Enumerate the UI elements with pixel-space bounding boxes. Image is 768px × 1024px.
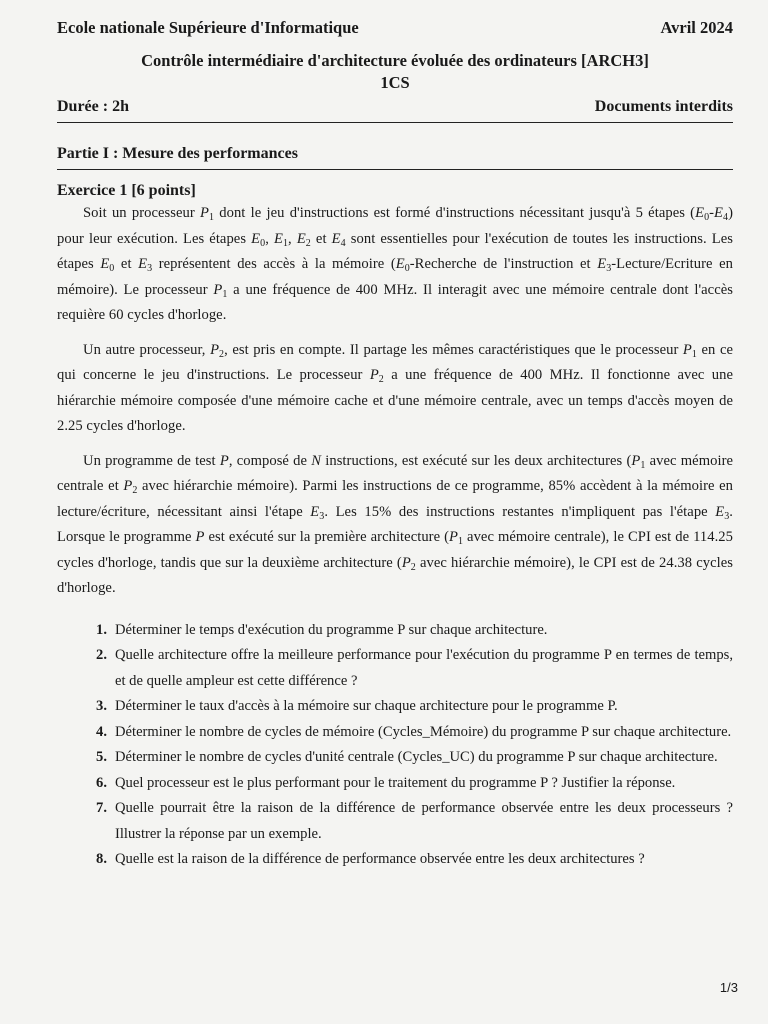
- exam-duration: Durée : 2h: [57, 98, 129, 115]
- question-text: Déterminer le nombre de cycles d'unité centrale (Cycles_UC) du programme P sur chaque architecture.: [115, 749, 718, 765]
- exam-title-text: Contrôle intermédiaire d'architecture évoluée des ordinateurs [ARCH3]: [141, 51, 649, 70]
- exam-page: [57, 14, 733, 873]
- documents-rule: Documents interdits: [594, 98, 733, 115]
- question-number: 4.: [96, 723, 107, 740]
- question-item: [57, 847, 733, 873]
- question-item: [57, 796, 733, 847]
- paragraph-3: Un programme de test P, composé de N instructions, est exécuté sur les deux architectures ($P_1$ avec mémoire centrale et $P_2$ avec hiérarchie mémoire). Parmi les instructions de ce programme, 85% accèdent à la mémoire en lecture/écriture, nécessitant ainsi l'étape $E_3$. Les 15% des instructions restantes n'impliquent pas l'étape $E_3$. Lorsque le programme P est exécuté sur la première architecture ($P_1$ avec mémoire centrale), le CPI est de 114.25 cycles d'horloge, tandis que sur la deuxième architecture ($P_2$ avec hiérarchie mémoire), le CPI est de 24.38 cycles d'horloge.: [57, 452, 734, 596]
- question-text: Déterminer le taux d'accès à la mémoire sur chaque architecture pour le programme P.: [115, 698, 618, 714]
- question-item: [57, 745, 733, 771]
- header-top-row: [57, 18, 733, 38]
- exam-title: [57, 50, 733, 94]
- question-text: Quelle pourrait être la raison de la différence de performance observée entre les deux processeurs ? Illustrer la réponse par un exemple.: [115, 800, 733, 842]
- questions-list: [57, 618, 733, 873]
- part-title: Partie I : Mesure des performances: [57, 145, 733, 170]
- exam-date: Avril 2024: [660, 18, 733, 37]
- question-number: 5.: [96, 749, 107, 765]
- paragraph-2: Un autre processeur, $P_2$, est pris en compte. Il partage les mêmes caractéristiques que le processeur $P_1$ en ce qui concerne le jeu d'instructions. Le processeur $P_2$ a une fréquence de 400 MHz. Il fonctionne avec une hiérarchie mémoire composée d'une mémoire cache et d'une mémoire centrale, avec un temps d'accès moyen de 2.25 cycles d'horloge.: [57, 341, 734, 434]
- question-number: 1.: [96, 621, 107, 638]
- exam-level: 1CS: [380, 73, 410, 92]
- header-bottom-row: [57, 98, 733, 123]
- question-item: [57, 771, 733, 797]
- question-number: 2.: [96, 647, 107, 663]
- question-number: 7.: [96, 800, 107, 816]
- question-text: Déterminer le temps d'exécution du programme P sur chaque architecture.: [115, 621, 548, 638]
- page-number: 1/3: [719, 980, 738, 995]
- question-item: [57, 618, 733, 644]
- question-text: Quelle est la raison de la différence de performance observée entre les deux architectures ?: [115, 851, 645, 867]
- school-name: Ecole nationale Supérieure d'Informatique: [57, 18, 359, 37]
- question-text: Déterminer le nombre de cycles de mémoire (Cycles_Mémoire) du programme P sur chaque architecture.: [115, 723, 732, 740]
- question-text: Quel processeur est le plus performant pour le traitement du programme P ? Justifier la réponse.: [115, 774, 676, 791]
- question-number: 3.: [96, 698, 107, 714]
- question-item: [57, 694, 733, 720]
- question-item: [57, 643, 733, 694]
- question-number: 8.: [96, 851, 107, 867]
- question-number: 6.: [96, 774, 107, 791]
- exercise-title: Exercice 1 [6 points]: [57, 182, 196, 199]
- paragraph-1: Soit un processeur $P_1$ dont le jeu d'instructions est formé d'instructions nécessitant jusqu'à 5 étapes $(E_0-E_4)$ pour leur exécution. Les étapes $E_0$, $E_1$, $E_2$ et $E_4$ sont essentielles pour l'exécution de toutes les instructions. Les étapes $E_0$ et $E_3$ représentent des accès à la mémoire ($E_0$-Recherche de l'instruction et $E_3-Lecture$/Ecriture en mémoire). Le processeur $P_1$ a une fréquence de 400 MHz. Il interagit avec une mémoire centrale dont l'accès requière 60 cycles d'horloge.: [57, 205, 734, 323]
- question-item: [57, 720, 733, 746]
- question-text: Quelle architecture offre la meilleure performance pour l'exécution du programme P en termes de temps, et de quelle ampleur est cette différence ?: [115, 647, 733, 689]
